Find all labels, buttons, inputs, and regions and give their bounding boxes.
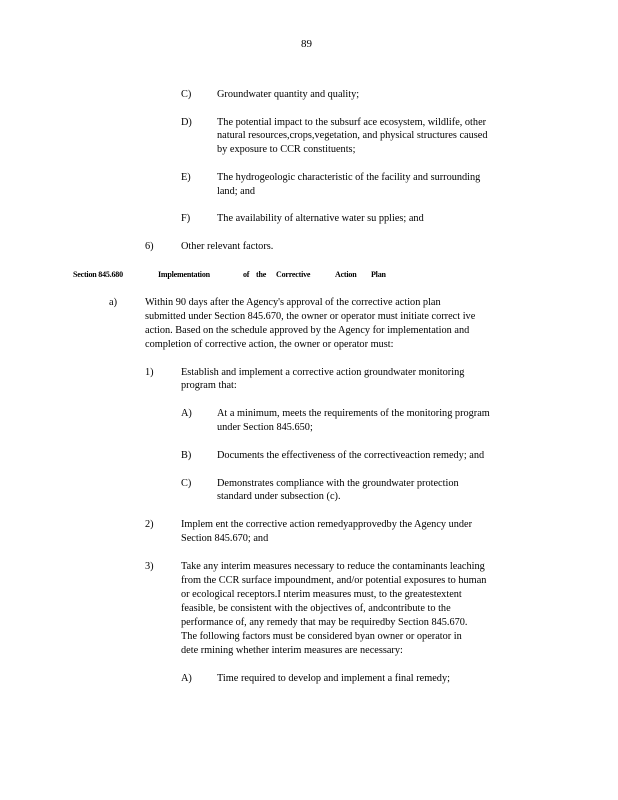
item-e-line: land; and — [217, 186, 256, 197]
sub2-label: 2) — [145, 519, 154, 530]
item-label-f: F) — [181, 213, 191, 224]
sub1-item-label-a: A) — [181, 408, 192, 419]
para-a-line: Within 90 days after the Agency's approval of the corrective action plan — [145, 297, 441, 308]
item-d-line: The potential impact to the subsurf ace ecosystem, wildlife, other — [217, 117, 487, 128]
sub3-line: performance of, any remedy that may be requiredby Section 845.670. — [181, 617, 468, 628]
para-a-line: action. Based on the schedule approved by the Agency for implementation and — [145, 325, 470, 336]
sub2-line: Section 845.670; and — [181, 533, 269, 544]
section-title-word: Plan — [371, 270, 386, 279]
sub3-line: or ecological receptors.I nterim measures must, to the greatestextent — [181, 589, 462, 600]
item-6-line: Other relevant factors. — [181, 241, 274, 252]
item-d-line: natural resources,crops,vegetation, and physical structures caused — [217, 130, 488, 141]
item-f-line: The availability of alternative water su pplies; and — [217, 213, 424, 224]
item-label-e: E) — [181, 172, 191, 183]
item-label-c: C) — [181, 89, 192, 100]
para-a-line: submitted under Section 845.670, the owner or operator must initiate correct ive — [145, 311, 476, 322]
item-label-d: D) — [181, 117, 192, 128]
section-number: Section 845.680 — [73, 270, 123, 279]
item-c-line: Groundwater quantity and quality; — [217, 89, 360, 100]
sub1-item-c-line: Demonstrates compliance with the groundwater protection — [217, 478, 459, 489]
sub1-item-label-c: C) — [181, 478, 192, 489]
sub1-line: Establish and implement a corrective action groundwater monitoring — [181, 367, 465, 378]
section-title-word: Corrective — [276, 270, 311, 279]
sub1-item-a-line: At a minimum, meets the requirements of the monitoring program — [217, 408, 490, 419]
item-e-line: The hydrogeologic characteristic of the facility and surrounding — [217, 172, 481, 183]
sub3-line: from the CCR surface impoundment, and/or potential exposures to human — [181, 575, 487, 586]
sub1-item-b-line: Documents the effectiveness of the correctiveaction remedy; and — [217, 450, 485, 461]
sub3-item-a-line: Time required to develop and implement a final remedy; — [217, 673, 450, 684]
sub3-line: dete rmining whether interim measures are necessary: — [181, 645, 403, 656]
section-title-word: Implementation — [158, 270, 210, 279]
sub1-item-c-line: standard under subsection (c). — [217, 491, 341, 502]
sub1-item-label-b: B) — [181, 450, 192, 461]
sub3-line: feasible, be consistent with the objectives of, andcontribute to the — [181, 603, 451, 614]
para-a-label: a) — [109, 297, 117, 308]
sub2-line: Implem ent the corrective action remedyapprovedby the Agency under — [181, 519, 473, 530]
sub3-line: Take any interim measures necessary to reduce the contaminants leaching — [181, 561, 485, 572]
sub1-line: program that: — [181, 380, 237, 391]
section-title-word: Action — [335, 270, 357, 279]
item-d-line: by exposure to CCR constituents; — [217, 144, 356, 155]
sub1-item-a-line: under Section 845.650; — [217, 422, 313, 433]
section-title-word: of — [243, 270, 250, 279]
sub1-label: 1) — [145, 367, 154, 378]
sub3-label: 3) — [145, 561, 154, 572]
page-number: 89 — [301, 38, 312, 50]
sub3-line: The following factors must be considered byan owner or operator in — [181, 631, 462, 642]
section-title-word: the — [256, 270, 267, 279]
item-label-6: 6) — [145, 241, 154, 252]
sub3-item-label-a: A) — [181, 673, 192, 684]
para-a-line: completion of corrective action, the owner or operator must: — [145, 339, 394, 350]
